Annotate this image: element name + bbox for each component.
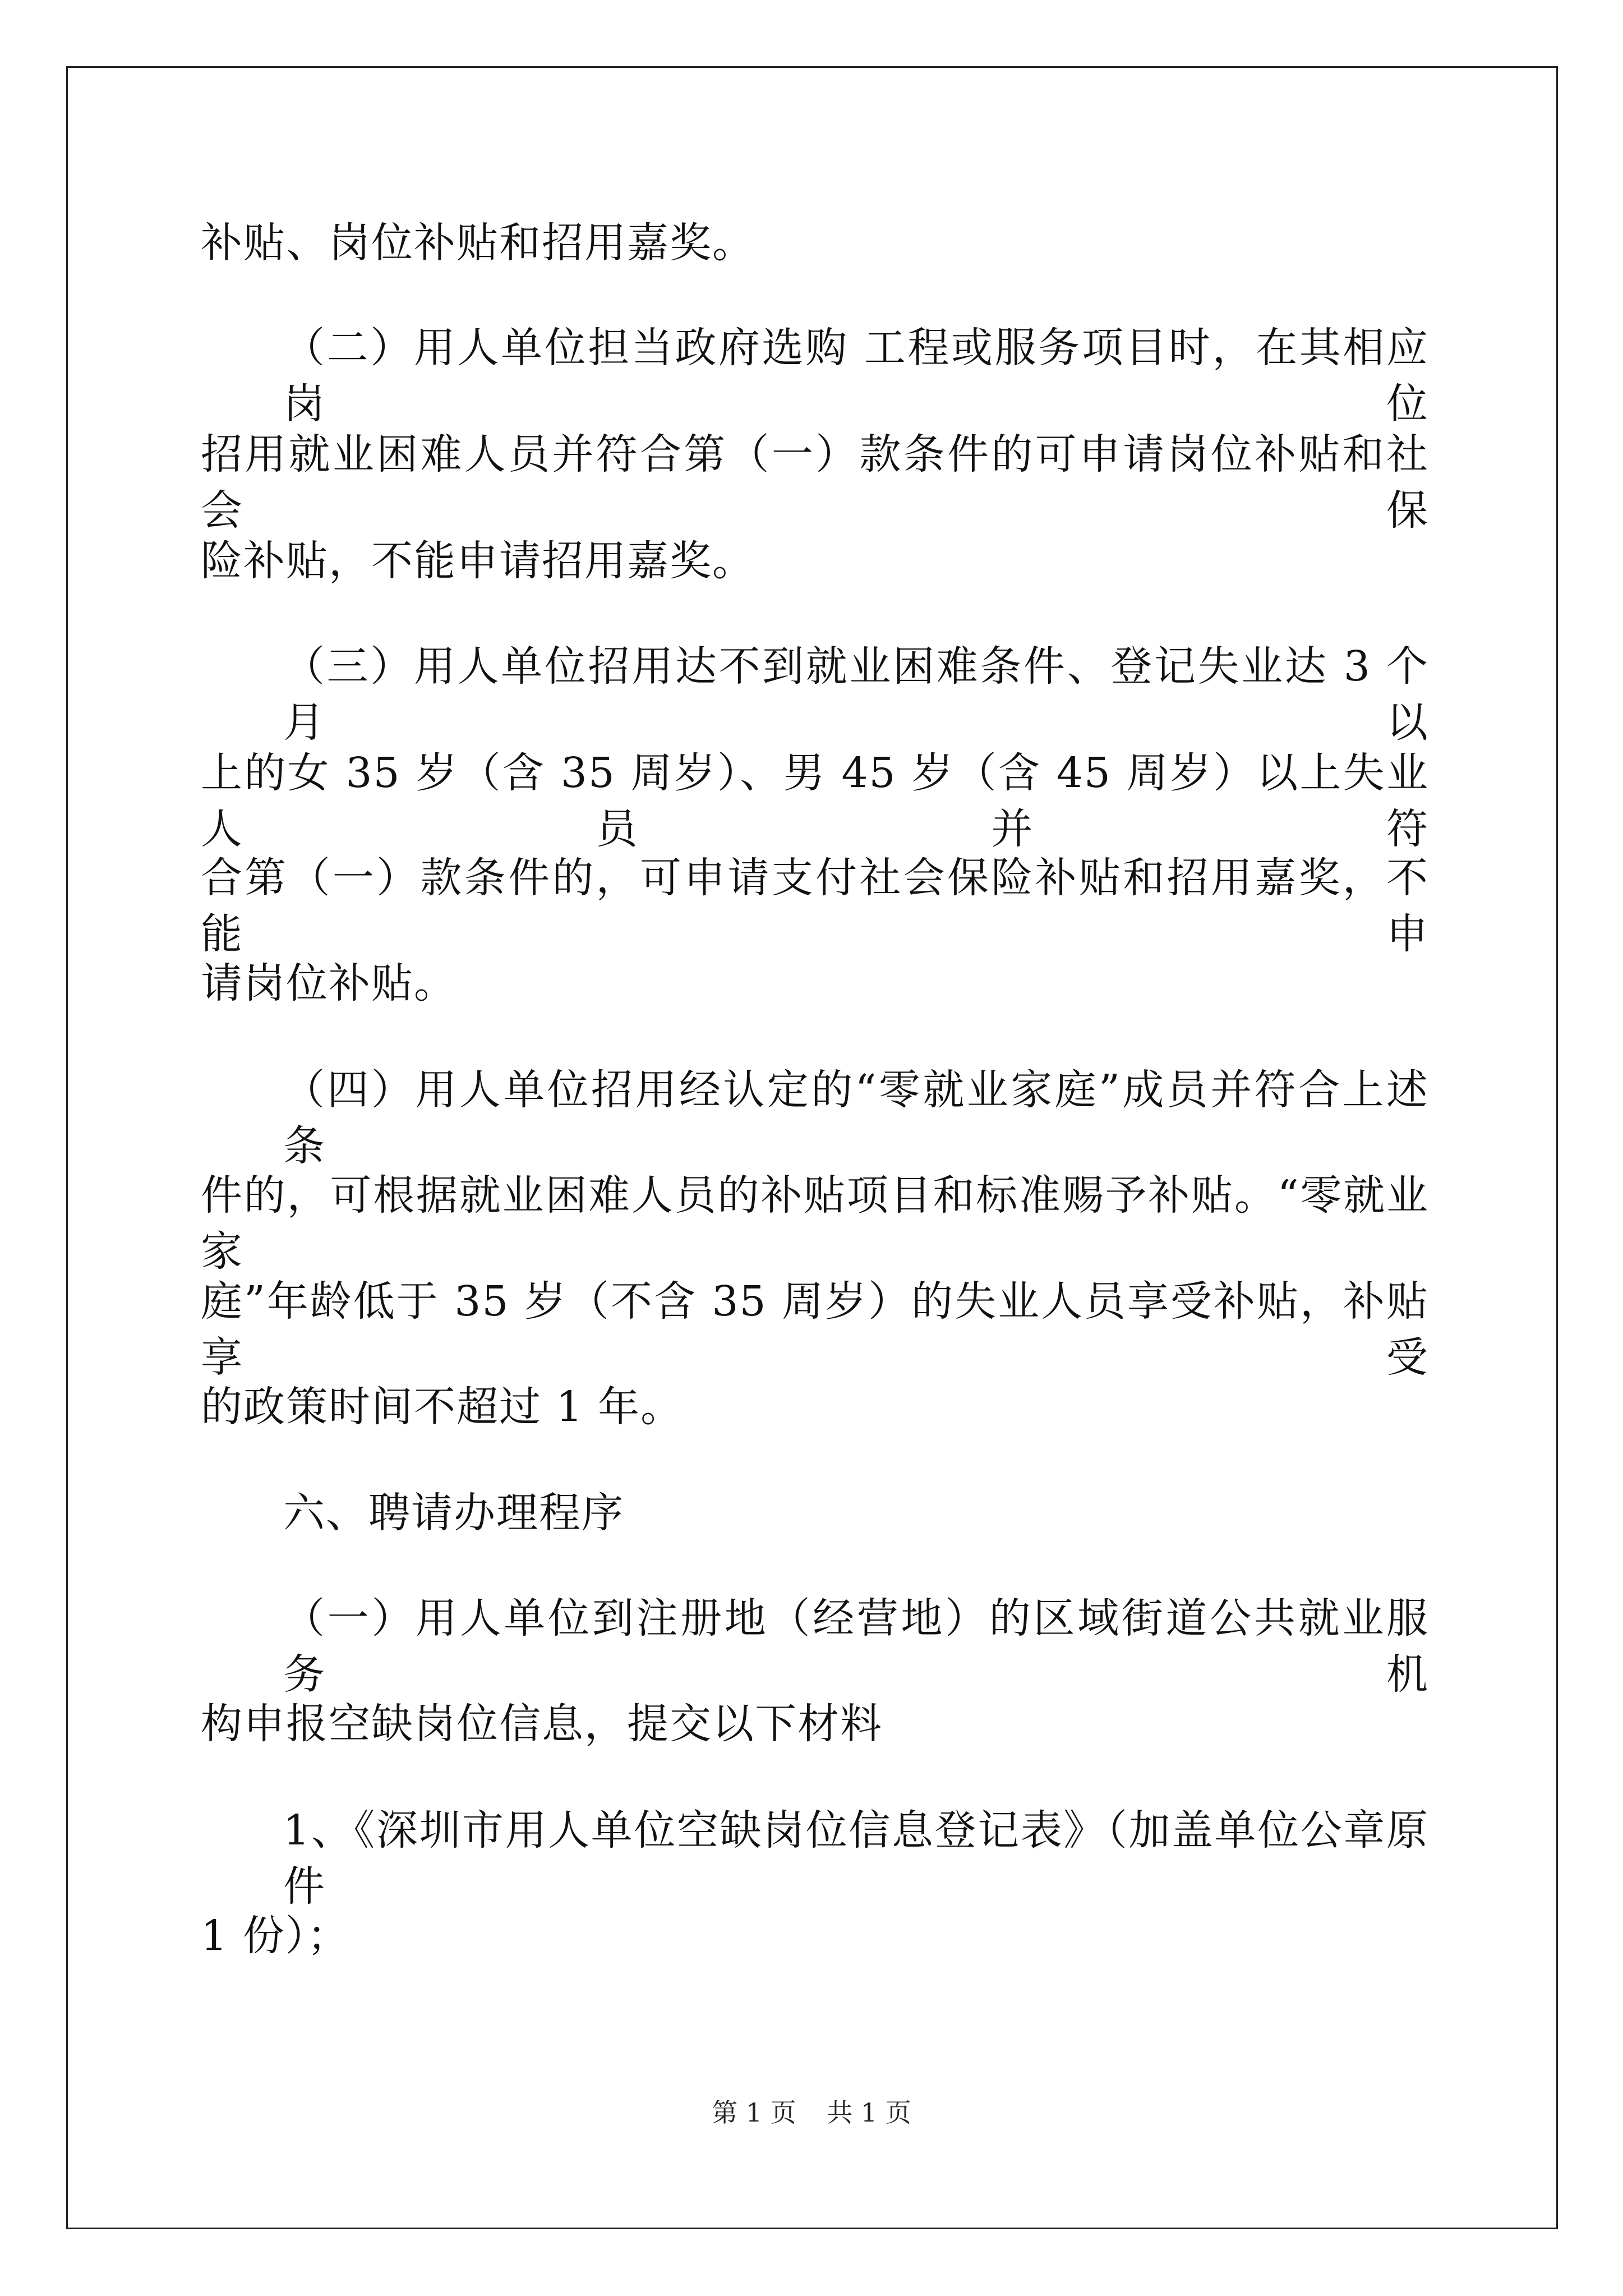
text-line: 构申报空缺岗位信息，提交以下材料 (201, 1700, 883, 1748)
text-line: 险补贴，不能申请招用嘉奖。 (201, 537, 755, 585)
text-line: 1 份）； (201, 1912, 350, 1960)
page-number: 第 1 页 (712, 2097, 796, 2128)
text-line: （四）用人单位招用经认定的“零就业家庭”成员并符合上述条 (283, 1066, 1429, 1170)
text-line: 上的女 35 岁（含 35 周岁）、男 45 岁（含 45 周岁）以上失业人员并符 (201, 749, 1429, 853)
text-line: 补贴、岗位补贴和招用嘉奖。 (201, 219, 755, 267)
text-line: （三）用人单位招用达不到就业困难条件、登记失业达 3 个月以 (283, 642, 1429, 747)
text-line: （二）用人单位担当政府选购 工程或服务项目时，在其相应岗位 (283, 324, 1429, 428)
text-line: 1、《深圳市用人单位空缺岗位信息登记表》（加盖单位公章原件 (283, 1806, 1429, 1911)
text-line: 件的，可根据就业困难人员的补贴项目和标准赐予补贴。“零就业家 (201, 1171, 1429, 1276)
text-line: （一）用人单位到注册地（经营地）的区域街道公共就业服务机 (283, 1594, 1429, 1699)
page-footer (0, 2096, 1623, 2129)
text-line: 请岗位补贴。 (201, 959, 457, 1007)
text-line: 的政策时间不超过 1 年。 (201, 1383, 684, 1431)
section-heading: 六、聘请办理程序 (283, 1489, 624, 1537)
text-line: 招用就业困难人员并符合第（一）款条件的可申请岗位补贴和社会保 (201, 430, 1429, 535)
text-line: 合第（一）款条件的，可申请支付社会保险补贴和招用嘉奖，不能申 (201, 854, 1429, 958)
page-total: 共 1 页 (827, 2097, 911, 2128)
text-line: 庭”年龄低于 35 岁（不含 35 周岁）的失业人员享受补贴，补贴享受 (201, 1277, 1429, 1382)
